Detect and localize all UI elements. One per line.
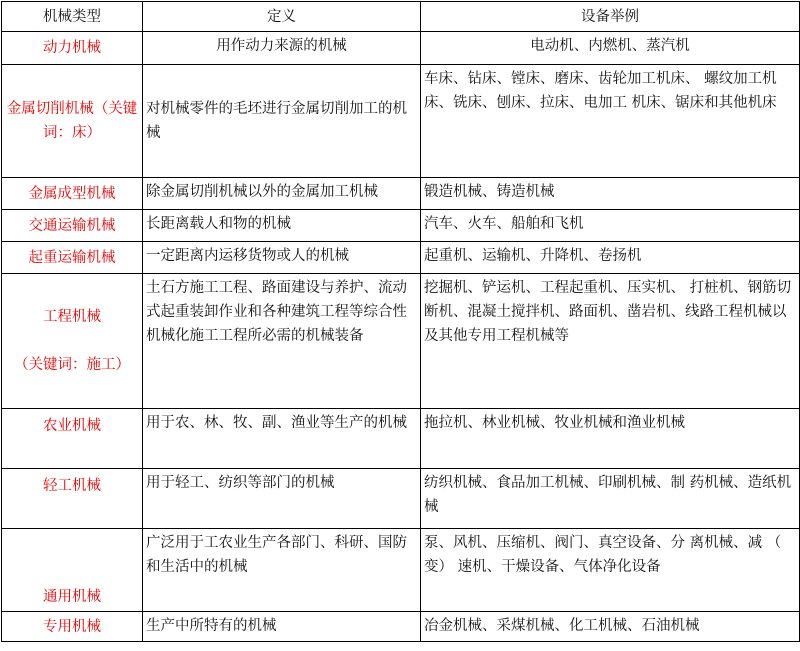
definition-cell: 长距离载人和物的机械: [143, 210, 421, 242]
examples-cell: 冶金机械、采煤机械、化工机械、石油机械: [421, 612, 800, 642]
table-row-agriculture: [2, 409, 800, 469]
type-cell: 起重运输机械: [2, 242, 143, 274]
examples-cell: 车床、钻床、镗床、磨床、齿轮加工机床、 螺纹加工机床、铣床、刨床、拉床、电加工 机床、锯床和其他机床: [421, 65, 800, 178]
header-row: [2, 2, 800, 32]
table-row-metal-forming: [2, 178, 800, 210]
table-row-lifting: [2, 242, 800, 274]
type-cell: [2, 274, 143, 409]
table-row-light-industry: [2, 469, 800, 529]
examples-cell: 汽车、火车、船舶和飞机: [421, 210, 800, 242]
definition-cell: 除金属切削机械以外的金属加工机械: [143, 178, 421, 210]
examples-cell: 锻造机械、铸造机械: [421, 178, 800, 210]
table-row-engineering: [2, 274, 800, 409]
type-cell: 动力机械: [2, 32, 143, 65]
type-cell: 轻工机械: [2, 469, 143, 529]
definition-cell: 广泛用于工农业生产各部门、科研、国防 和生活中的机械: [143, 529, 421, 612]
definition-cell: 对机械零件的毛坯进行金属切削加工的机械: [143, 65, 421, 178]
table-row-special: [2, 612, 800, 642]
examples-cell: 电动机、内燃机、蒸汽机: [421, 32, 800, 65]
definition-cell: 土石方施工工程、路面建设与养护、流动式起重装卸作业和各种建筑工程等综合性机械化施工工程所必需的机械装备: [143, 274, 421, 409]
definition-cell: 用于轻工、纺织等部门的机械: [143, 469, 421, 529]
type-cell: 交通运输机械: [2, 210, 143, 242]
examples-cell: 起重机、运输机、升降机、卷扬机: [421, 242, 800, 274]
table-row-power: [2, 32, 800, 65]
type-cell: 农业机械: [2, 409, 143, 469]
examples-cell: 泵、风机、压缩机、阀门、真空设备、分 离机械、减 （ 变） 速机、干燥设备、气体净化设备: [421, 529, 800, 612]
examples-cell: 纺织机械、食品加工机械、印刷机械、制 药机械、造纸机械: [421, 469, 800, 529]
examples-cell: 拖拉机、林业机械、牧业机械和渔业机械: [421, 409, 800, 469]
definition-cell: 用于农、林、牧、副、渔业等生产的机械: [143, 409, 421, 469]
type-cell: 通用机械: [2, 529, 143, 612]
definition-cell: 一定距离内运移货物或人的机械: [143, 242, 421, 274]
type-label: 工程机械: [43, 309, 101, 325]
definition-cell: 生产中所特有的机械: [143, 612, 421, 642]
machinery-type-table: [1, 1, 800, 642]
header-examples: 设备举例: [421, 2, 800, 32]
type-cell: 金属成型机械: [2, 178, 143, 210]
examples-cell: 挖掘机、铲运机、工程起重机、压实机、 打桩机、钢筋切断机、混凝土搅拌机、路面机、凿岩机、线路工程机械以及其他专用工程机械等: [421, 274, 800, 409]
table-row-metal-cutting: [2, 65, 800, 178]
table-row-transport: [2, 210, 800, 242]
table-row-general: [2, 529, 800, 612]
header-type: 机械类型: [2, 2, 143, 32]
type-cell: 金属切削机械（关键词：床）: [2, 65, 143, 178]
definition-cell: 用作动力来源的机械: [143, 32, 421, 65]
header-definition: 定义: [143, 2, 421, 32]
type-cell: 专用机械: [2, 612, 143, 642]
type-keyword: （关键词：施工）: [14, 357, 130, 373]
